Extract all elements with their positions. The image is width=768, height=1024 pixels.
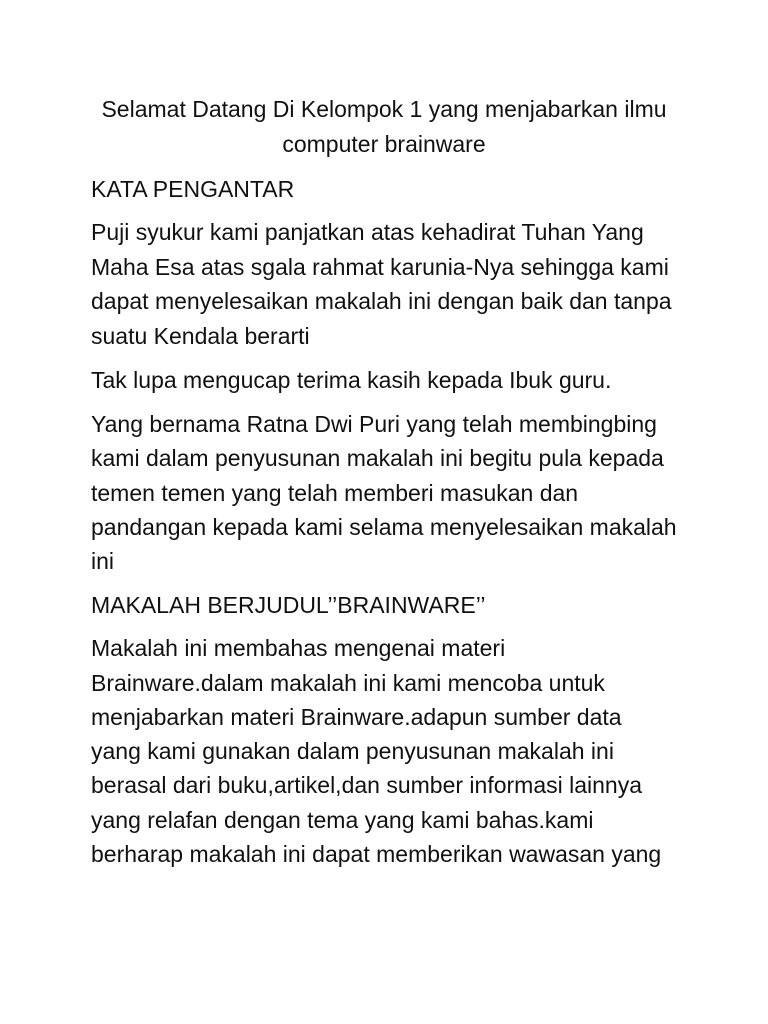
- paragraph-line: temen temen yang telah memberi masukan dan: [91, 480, 579, 506]
- paragraph-line: Yang bernama Ratna Dwi Puri yang telah membingbing: [91, 411, 657, 437]
- document-title-line-2: computer brainware: [282, 131, 486, 157]
- paragraph-line: Brainware.dalam makalah ini kami mencoba untuk: [91, 670, 605, 696]
- paragraph-line: Puji syukur kami panjatkan atas kehadirat Tuhan Yang: [91, 219, 644, 245]
- heading-makalah: MAKALAH BERJUDUL’’BRAINWARE’’: [91, 592, 486, 618]
- paragraph-line: suatu Kendala berarti: [91, 323, 310, 349]
- paragraph-line: pandangan kepada kami selama menyelesaikan makalah: [91, 514, 677, 540]
- paragraph-line: Maha Esa atas sgala rahmat karunia-Nya sehingga kami: [91, 254, 669, 280]
- paragraph-line: menjabarkan materi Brainware.adapun sumber data: [91, 704, 622, 730]
- paragraph-line: yang relafan dengan tema yang kami bahas.kami: [91, 807, 594, 833]
- paragraph-line: berasal dari buku,artikel,dan sumber informasi lainnya: [91, 772, 643, 798]
- paragraph-line: Makalah ini membahas mengenai materi: [91, 635, 506, 661]
- paragraph-line: dapat menyelesaikan makalah ini dengan baik dan tanpa: [91, 288, 672, 314]
- document-title-line-1: Selamat Datang Di Kelompok 1 yang menjabarkan ilmu: [101, 96, 667, 122]
- paragraph-line: yang kami gunakan dalam penyusunan makalah ini: [91, 738, 614, 764]
- paragraph-line: Tak lupa mengucap terima kasih kepada Ibuk guru.: [91, 367, 612, 393]
- paragraph-line: berharap makalah ini dapat memberikan wawasan yang: [91, 841, 662, 867]
- paragraph-line: ini: [91, 548, 115, 574]
- paragraph-line: kami dalam penyusunan makalah ini begitu pula kepada: [91, 445, 664, 471]
- heading-kata-pengantar: KATA PENGANTAR: [91, 176, 295, 202]
